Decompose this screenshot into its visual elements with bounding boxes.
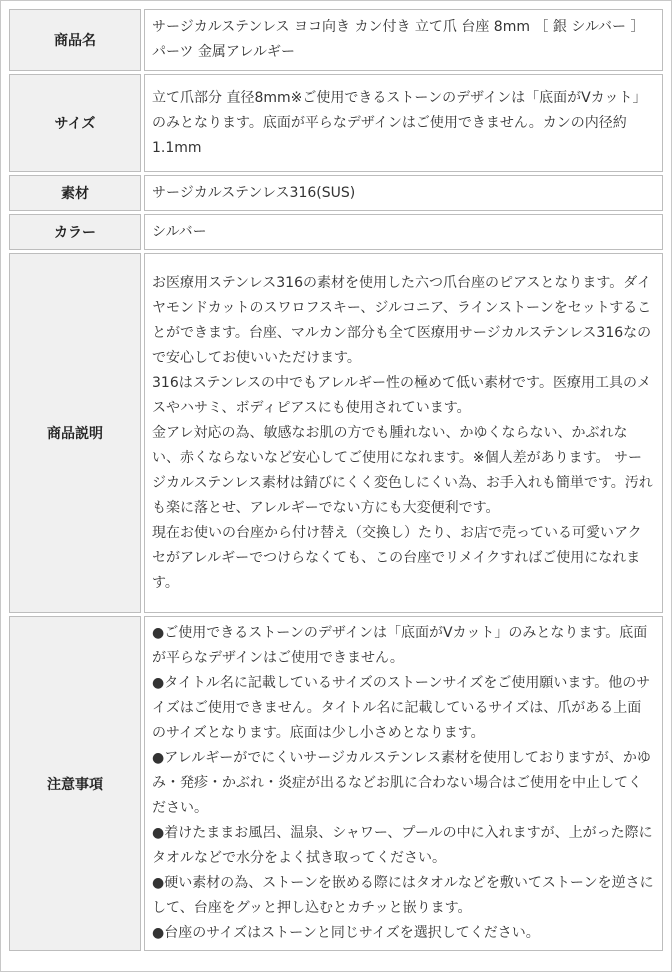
- spec-text: シルバー: [152, 223, 207, 240]
- description-paragraph: 現在お使いの台座から付け替え（交換し）たり、お店で売っている可愛いアクセがアレルギーでつけらなくても、この台座でリメイクすればご使用になれます。: [152, 524, 642, 591]
- spec-row-name: [9, 9, 663, 71]
- note-item: ●アレルギーがでにくいサージカルステンレス素材を使用しておりますが、かゆみ・発疹・かぶれ・炎症が出るなどお肌に合わない場合はご使用を中止してください。: [152, 750, 651, 816]
- note-item: ●硬い素材の為、ストーンを嵌める際にはタオルなどを敷いてストーンを逆さにして、台座をグッと押し込むとカチッと嵌ります。: [152, 875, 654, 916]
- note-item: ●着けたままお風呂、温泉、シャワー、プールの中に入れますが、上がった際にタオルなどで水分をよく拭き取ってください。: [152, 825, 653, 866]
- description-paragraph: 金アレ対応の為、敏感なお肌の方でも腫れない、かゆくならない、かぶれない、赤くならないなど安心してご使用になれます。※個人差があります。 サージカルステンレス素材は錆びにくく変色しにくい為、お手入れも簡単です。汚れも楽に落とせ、アレルギーでない方にも大変便利です。: [152, 424, 653, 516]
- spec-text: サージカルステンレス ヨコ向き カン付き 立て爪 台座 8mm ［ 銀 シルバー ］ パーツ 金属アレルギー: [152, 19, 645, 60]
- spec-row-size: [9, 74, 663, 172]
- spec-row-material: [9, 175, 663, 211]
- spec-row-color: [9, 214, 663, 250]
- note-item: ●ご使用できるストーンのデザインは「底面がVカット」のみとなります。底面が平らなデザインはご使用できません。: [152, 625, 648, 666]
- note-item: ●タイトル名に記載しているサイズのストーンサイズをご使用願います。他のサイズはご使用できません。タイトル名に記載しているサイズは、爪がある上面のサイズとなります。底面は少し小さめとなります。: [152, 675, 651, 741]
- description-paragraph: お医療用ステンレス316の素材を使用した六つ爪台座のピアスとなります。ダイヤモンドカットのスワロフスキー、ジルコニア、ラインストーンをセットすることができます。台座、マルカン部分も全て医療用サージカルステンレス316なので安心してお使いいただけます。: [152, 274, 652, 366]
- note-item: ●台座のサイズはストーンと同じサイズを選択してください。: [152, 925, 540, 941]
- product-spec-table: [6, 6, 666, 954]
- spec-label-size: サイズ: [9, 74, 141, 172]
- spec-text: 立て爪部分 直径8mm※ご使用できるストーンのデザインは「底面がVカット」のみとなります。底面が平らなデザインはご使用できません。カンの内径約1.1mm: [152, 89, 647, 156]
- spec-label-notes: 注意事項: [9, 616, 141, 951]
- spec-row-description: [9, 253, 663, 613]
- spec-label-material: 素材: [9, 175, 141, 211]
- spec-value-notes: [144, 616, 663, 951]
- spec-value-material: [144, 175, 663, 211]
- spec-label-name: 商品名: [9, 9, 141, 71]
- spec-text: サージカルステンレス316(SUS): [152, 184, 356, 201]
- spec-label-description: 商品説明: [9, 253, 141, 613]
- spec-row-notes: [9, 616, 663, 951]
- spec-value-color: [144, 214, 663, 250]
- spec-label-color: カラー: [9, 214, 141, 250]
- spec-value-size: [144, 74, 663, 172]
- spec-value-name: [144, 9, 663, 71]
- description-paragraph: 316はステンレスの中でもアレルギー性の極めて低い素材です。医療用工具のメスやハサミ、ボディピアスにも使用されています。: [152, 374, 651, 416]
- spec-value-description: [144, 253, 663, 613]
